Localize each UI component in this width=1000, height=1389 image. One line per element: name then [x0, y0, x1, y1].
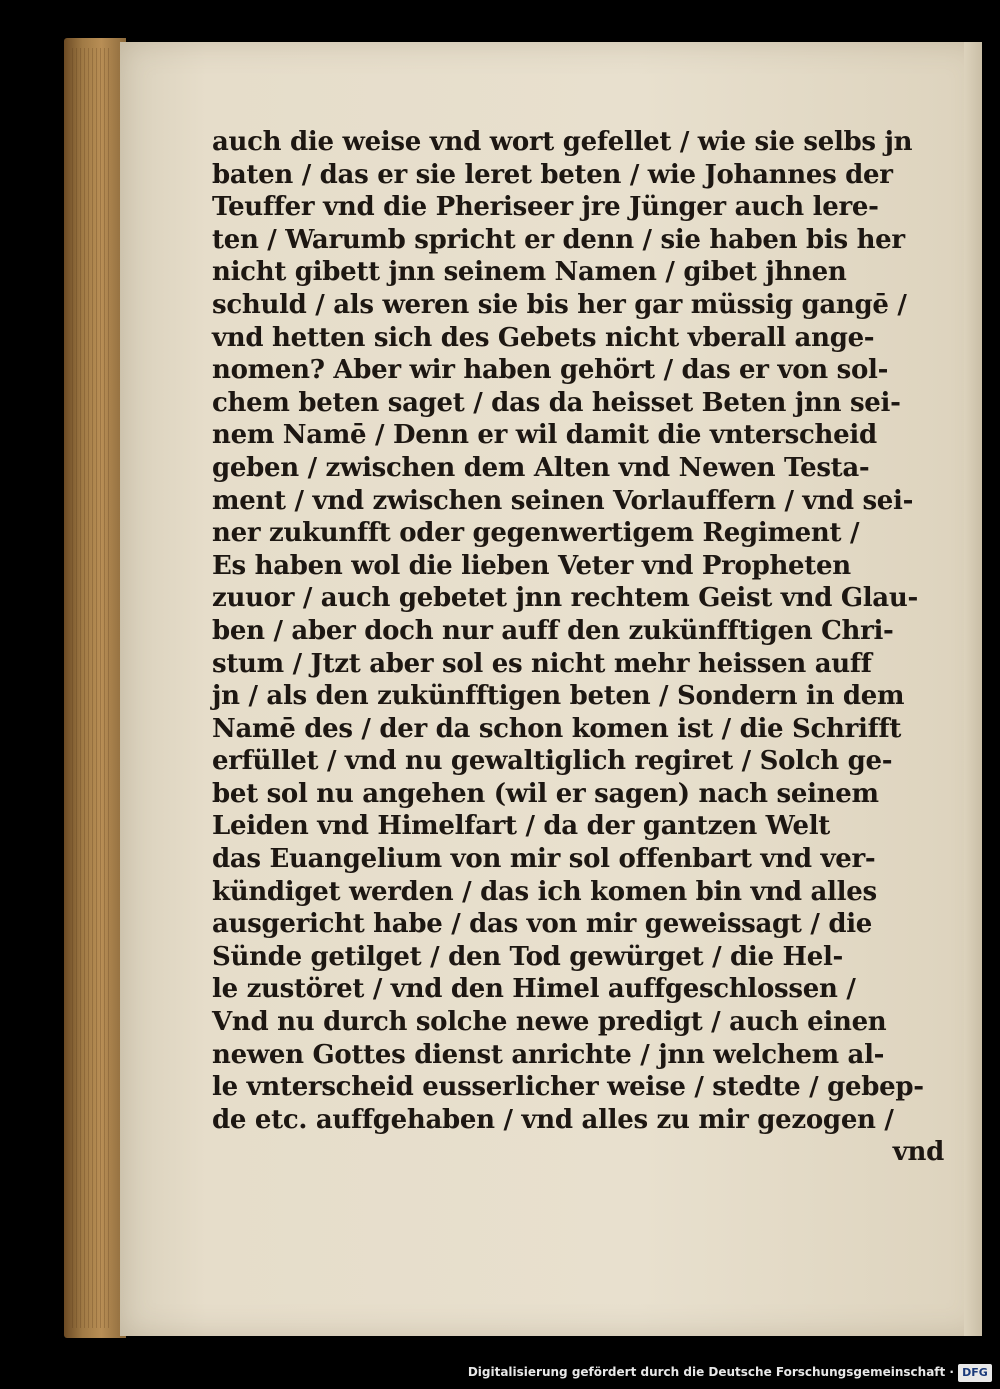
- text-line: le vnterscheid eusserlicher weise / stedte / gebер-: [212, 1072, 924, 1103]
- text-line: newen Gottes dienst anrichte / jnn welchem al-: [212, 1039, 885, 1070]
- text-line: Sünde getilget / den Tod gewürget / die Hel-: [212, 941, 844, 972]
- text-line: das Euangelium von mir sol offenbart vnd ver-: [212, 844, 876, 875]
- text-line: erfüllet / vnd nu gewaltiglich regiret / Solch ge-: [212, 746, 893, 777]
- dfg-logo: DFG: [958, 1364, 992, 1382]
- text-line: bet sol nu angehen (wil er sagen) nach seinem: [212, 778, 879, 809]
- page-text-block: [212, 126, 972, 1169]
- text-line: nicht gibett jnn seinem Namen / gibet jhnen: [212, 257, 847, 288]
- text-line: ment / vnd zwischen seinen Vorlauffern / vnd sei-: [212, 485, 914, 516]
- text-line: ausgericht habe / das von mir geweissagt / die: [212, 909, 873, 940]
- text-line: ben / aber doch nur auff den zukünfftigen Chri-: [212, 615, 894, 646]
- funding-credit: Digitalisierung gefördert durch die Deutsche Forschungsgemeinschaft ·: [467, 1365, 954, 1379]
- text-line: chem beten saget / das da heisset Beten jnn sei-: [212, 387, 901, 418]
- text-line: de etc. auffgehaben / vnd alles zu mir gezogen /: [212, 1104, 894, 1135]
- text-line: le zustöret / vnd den Himel auffgeschlossen /: [212, 974, 856, 1005]
- text-line: Teuffer vnd die Pheriseer jre Jünger auch lere-: [212, 192, 879, 223]
- text-line: Namē des / der da schon komen ist / die Schrifft: [212, 713, 902, 744]
- text-line: nem Namē / Denn er wil damit die vnterscheid: [212, 420, 877, 451]
- text-line: schuld / als weren sie bis her gar müssig gangē /: [212, 289, 907, 320]
- text-line: vnd hetten sich des Gebets nicht vberall ange-: [212, 322, 875, 353]
- text-line: geben / zwischen dem Alten vnd Newen Testa-: [212, 452, 870, 483]
- text-line: Leiden vnd Himelfart / da der gantzen Welt: [212, 811, 830, 842]
- catchword: vnd: [892, 1137, 944, 1168]
- text-line: jn / als den zukünfftigen beten / Sondern in dem: [212, 681, 905, 712]
- text-line: baten / das er sie leret beten / wie Johannes der: [212, 159, 893, 190]
- text-line: zuuor / auch gebetet jnn rechtem Geist vnd Glau-: [212, 583, 918, 614]
- text-line: Vnd nu durch solche newe predigt / auch einen: [212, 1007, 887, 1038]
- text-line: stum / Jtzt aber sol es nicht mehr heissen auff: [212, 648, 872, 679]
- book-page-edges: [64, 38, 126, 1338]
- text-line: auch die weise vnd wort gefellet / wie sie selbs jn: [212, 127, 913, 157]
- text-line: kündiget werden / das ich komen bin vnd alles: [212, 876, 877, 907]
- text-line: ner zukunfft oder gegenwertigem Regiment /: [212, 518, 860, 549]
- text-line: ten / Warumb spricht er denn / sie haben bis her: [212, 224, 905, 255]
- footer-bar: [0, 1339, 1000, 1389]
- text-line: nomen? Aber wir haben gehört / das er von sol-: [212, 355, 889, 386]
- text-line: Es haben wol die lieben Veter vnd Propheten: [212, 550, 851, 581]
